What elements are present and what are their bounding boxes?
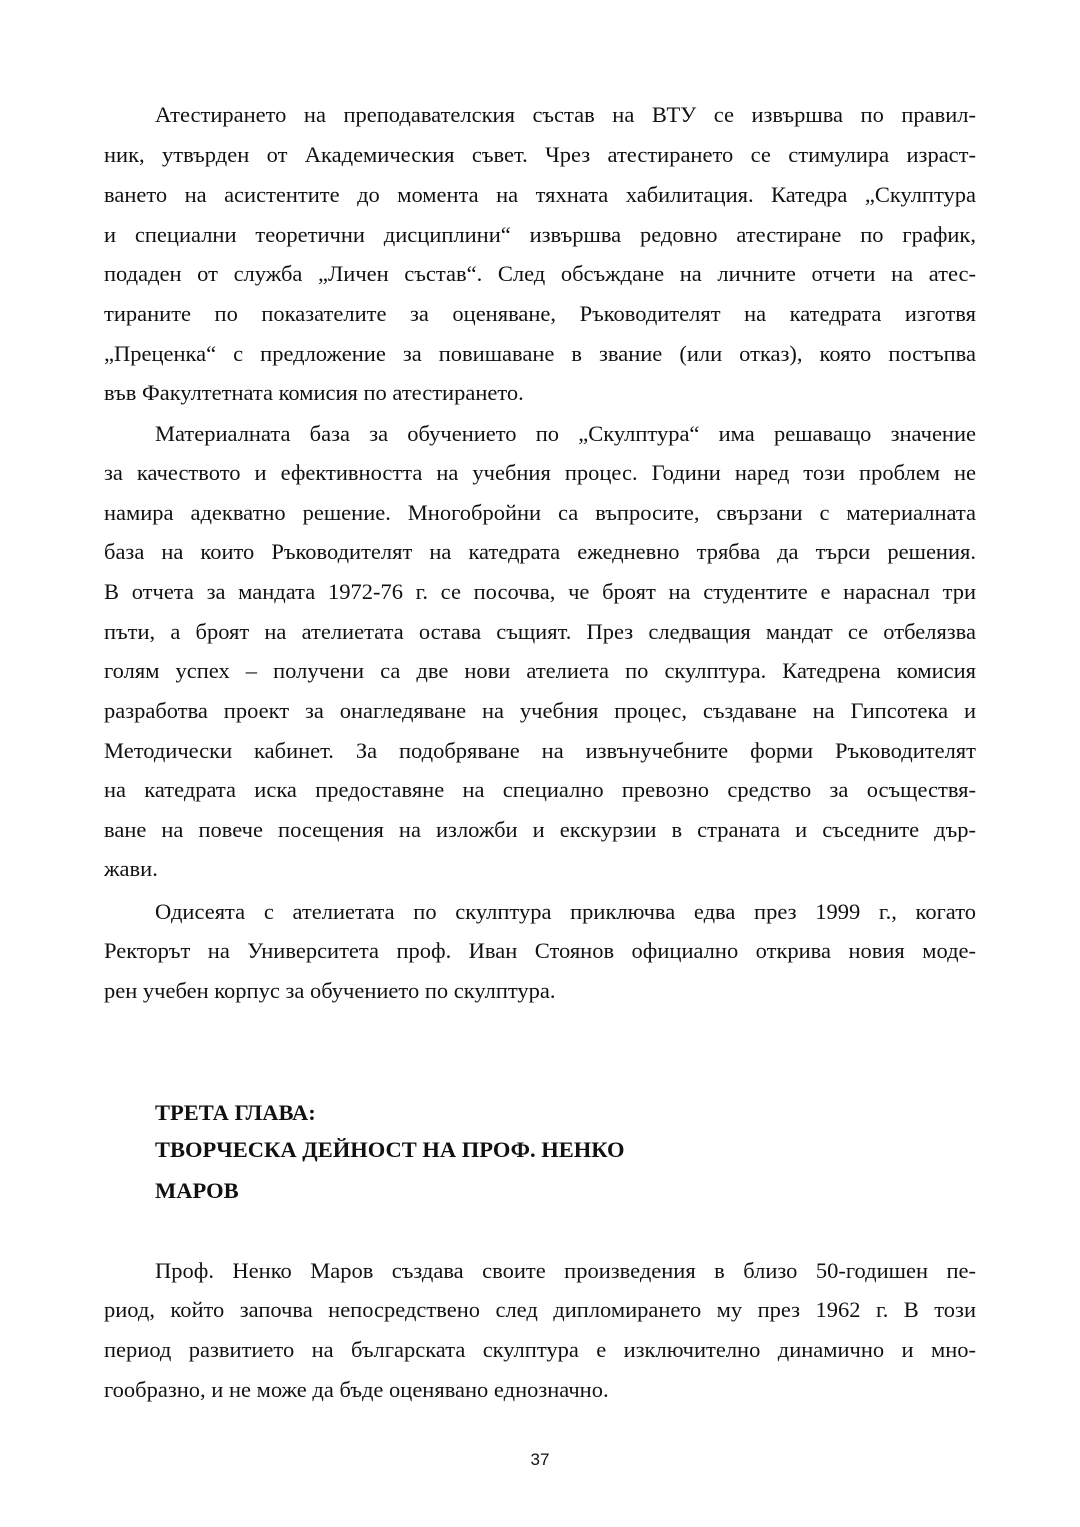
chapter-title-line-1: ТВОРЧЕСКА ДЕЙНОСТ НА ПРОФ. НЕНКО [155, 1137, 625, 1162]
text-line: пъти, а броят на ателиетата остава същият. През следващия мандат се отбелязва [104, 619, 976, 644]
text-line: Атестирането на преподавателския състав на ВТУ се извършва по правил- [155, 102, 976, 127]
text-line: ник, утвърден от Академическия съвет. Чрез атестирането се стимулира израст- [104, 142, 976, 167]
text-line: тираните по показателите за оценяване, Ръководителят на катедрата изготвя [104, 301, 976, 326]
text-line: намира адекватно решение. Многобройни са въпросите, свързани с материалната [104, 500, 976, 525]
text-line: Методически кабинет. За подобряване на извънучебните форми Ръководителят [104, 738, 976, 763]
text-line: период развитието на българската скулптура е изключително динамично и мно- [104, 1337, 976, 1362]
text-line: Ректорът на Университета проф. Иван Стоянов официално открива новия моде- [104, 938, 976, 963]
text-line: и специални теоретични дисциплини“ извършва редовно атестиране по график, [104, 222, 976, 247]
text-line: рен учебен корпус за обучението по скулптура. [104, 978, 556, 1003]
page-number: 37 [530, 1450, 550, 1469]
text-line: за качеството и ефективността на учебния процес. Години наред този проблем не [104, 460, 976, 485]
text-line: на катедрата иска предоставяне на специално превозно средство за осъществя- [104, 777, 976, 802]
chapter-title-line-2: МАРОВ [155, 1178, 239, 1203]
text-line: „Преценка“ с предложение за повишаване в звание (или отказ), която постъпва [104, 341, 976, 366]
text-line: В отчета за мандата 1972-76 г. се посочва, че броят на студентите е нараснал три [104, 579, 976, 604]
text-line: голям успех – получени са две нови ателиета по скулптура. Катедрена комисия [104, 658, 976, 683]
text-line: Одисеята с ателиетата по скулптура приключва едва през 1999 г., когато [155, 899, 976, 924]
text-line: жави. [104, 856, 158, 881]
text-line: във Факултетната комисия по атестирането. [104, 380, 524, 405]
chapter-label: ТРЕТА ГЛАВА: [155, 1100, 316, 1125]
text-line: база на които Ръководителят на катедрата ежедневно трябва да търси решения. [104, 539, 976, 564]
text-line: ването на асистентите до момента на тяхната хабилитация. Катедра „Скулптура [104, 182, 976, 207]
text-line: Проф. Ненко Маров създава своите произведения в близо 50-годишен пе- [155, 1258, 976, 1283]
text-line: Материалната база за обучението по „Скулптура“ има решаващо значение [155, 421, 976, 446]
text-line: ване на повече посещения на изложби и екскурзии в страната и съседните дър- [104, 817, 976, 842]
text-line: разработва проект за онагледяване на учебния процес, създаване на Гипсотека и [104, 698, 976, 723]
text-line: подаден от служба „Личен състав“. След обсъждане на личните отчети на атес- [104, 261, 976, 286]
text-line: риод, който започва непосредствено след дипломирането му през 1962 г. В този [104, 1297, 976, 1322]
text-line: гообразно, и не може да бъде оценявано еднозначно. [104, 1377, 609, 1402]
